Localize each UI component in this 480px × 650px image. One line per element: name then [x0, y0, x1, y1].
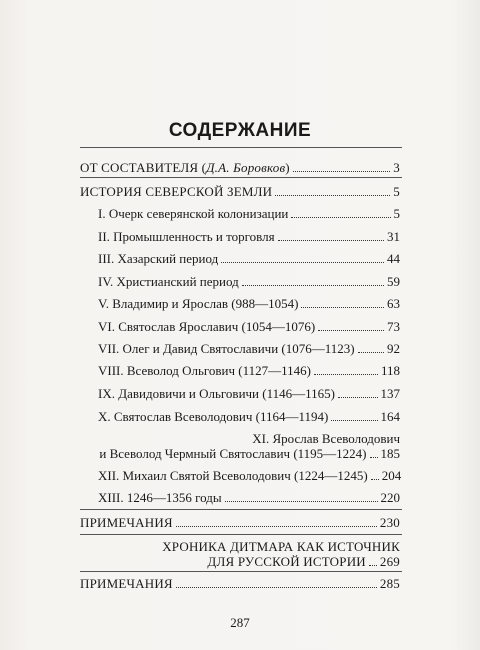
toc-entry-history[interactable]: ИСТОРИЯ СЕВЕРСКОЙ ЗЕМЛИ 5	[80, 183, 400, 199]
toc-entry-ch5[interactable]: V. Владимир и Ярослав (988—1054) 63	[98, 296, 400, 312]
page-ref: 5	[393, 206, 400, 222]
toc-entry-compiler[interactable]: ОТ СОСТАВИТЕЛЯ (Д.А. Боровков) 3	[80, 159, 400, 175]
dot-leader	[318, 329, 384, 331]
page-ref: 44	[387, 250, 400, 266]
toc-entry-ch2[interactable]: II. Промышленность и торговля 31	[98, 228, 400, 244]
toc-entry-ch7[interactable]: VII. Олег и Давид Святославичи (1076—1123) 92	[98, 341, 400, 357]
toc-entry-notes-1[interactable]: ПРИМЕЧАНИЯ 230	[80, 514, 400, 530]
page-title: СОДЕРЖАНИЕ	[168, 119, 312, 141]
dot-leader	[370, 456, 378, 458]
page-ref: 204	[381, 467, 402, 483]
page-ref: 63	[387, 296, 400, 312]
page-ref: 164	[380, 408, 400, 424]
page-ref: 59	[387, 274, 400, 290]
dot-leader	[221, 261, 384, 263]
page-ref: 31	[387, 228, 400, 244]
toc-entry-ch1[interactable]: I. Очерк северянской колонизации 5	[98, 206, 400, 222]
dot-leader	[314, 373, 378, 375]
page-ref: 185	[380, 446, 400, 462]
dot-leader	[371, 478, 379, 480]
toc-entry-ch3[interactable]: III. Хазарский период 44	[98, 250, 400, 266]
toc-entry-ditmar[interactable]: ХРОНИКА ДИТМАРА КАК ИСТОЧНИК ДЛЯ РУССКОЙ ИСТОРИИ 269	[162, 539, 400, 570]
page-ref: 285	[379, 576, 400, 592]
page-ref: 220	[380, 489, 400, 505]
toc-entry-ch6[interactable]: VI. Святослав Ярославич (1054—1076) 73	[98, 318, 400, 334]
toc-entry-ch4[interactable]: IV. Христианский период 59	[98, 274, 400, 290]
dot-leader	[301, 306, 384, 308]
page-ref: 3	[393, 159, 400, 175]
divider	[80, 509, 402, 510]
divider	[80, 571, 402, 572]
toc-entry-ch10[interactable]: X. Святослав Всеволодович (1164—1194) 164	[98, 408, 400, 424]
divider	[80, 177, 402, 178]
dot-leader	[291, 216, 390, 218]
page-ref: 137	[380, 385, 400, 401]
dot-leader	[176, 525, 377, 527]
page-ref: 5	[393, 183, 400, 199]
dot-leader	[275, 194, 390, 196]
dot-leader	[369, 564, 377, 566]
dot-leader	[331, 419, 377, 421]
dot-leader	[176, 586, 377, 588]
dot-leader	[242, 284, 384, 286]
page-ref: 73	[387, 318, 400, 334]
dot-leader	[358, 351, 384, 353]
page-ref: 230	[379, 514, 400, 530]
page-ref: 269	[379, 554, 400, 570]
toc-entry-ch13[interactable]: XIII. 1246—1356 годы 220	[98, 489, 400, 505]
dot-leader	[225, 500, 378, 502]
toc-entry-ch9[interactable]: IX. Давидовичи и Ольговичи (1146—1165) 137	[98, 385, 400, 401]
toc-entry-ch12[interactable]: XII. Михаил Святой Всеволодович (1224—1245) 204	[98, 467, 402, 483]
divider	[80, 147, 402, 148]
dot-leader	[278, 239, 384, 241]
page-number: 287	[230, 615, 250, 630]
toc-entry-ch11[interactable]: XI. Ярослав Всеволодович и Всеволод Чермный Святославич (1195—1224) 185	[99, 431, 400, 462]
toc-entry-notes-2[interactable]: ПРИМЕЧАНИЯ 285	[80, 576, 400, 592]
dot-leader	[338, 396, 378, 398]
dot-leader	[293, 170, 390, 172]
page-ref: 118	[380, 363, 400, 379]
page-ref: 92	[387, 341, 400, 357]
divider	[80, 534, 402, 535]
toc-entry-ch8[interactable]: VIII. Всеволод Ольгович (1127—1146) 118	[98, 363, 400, 379]
